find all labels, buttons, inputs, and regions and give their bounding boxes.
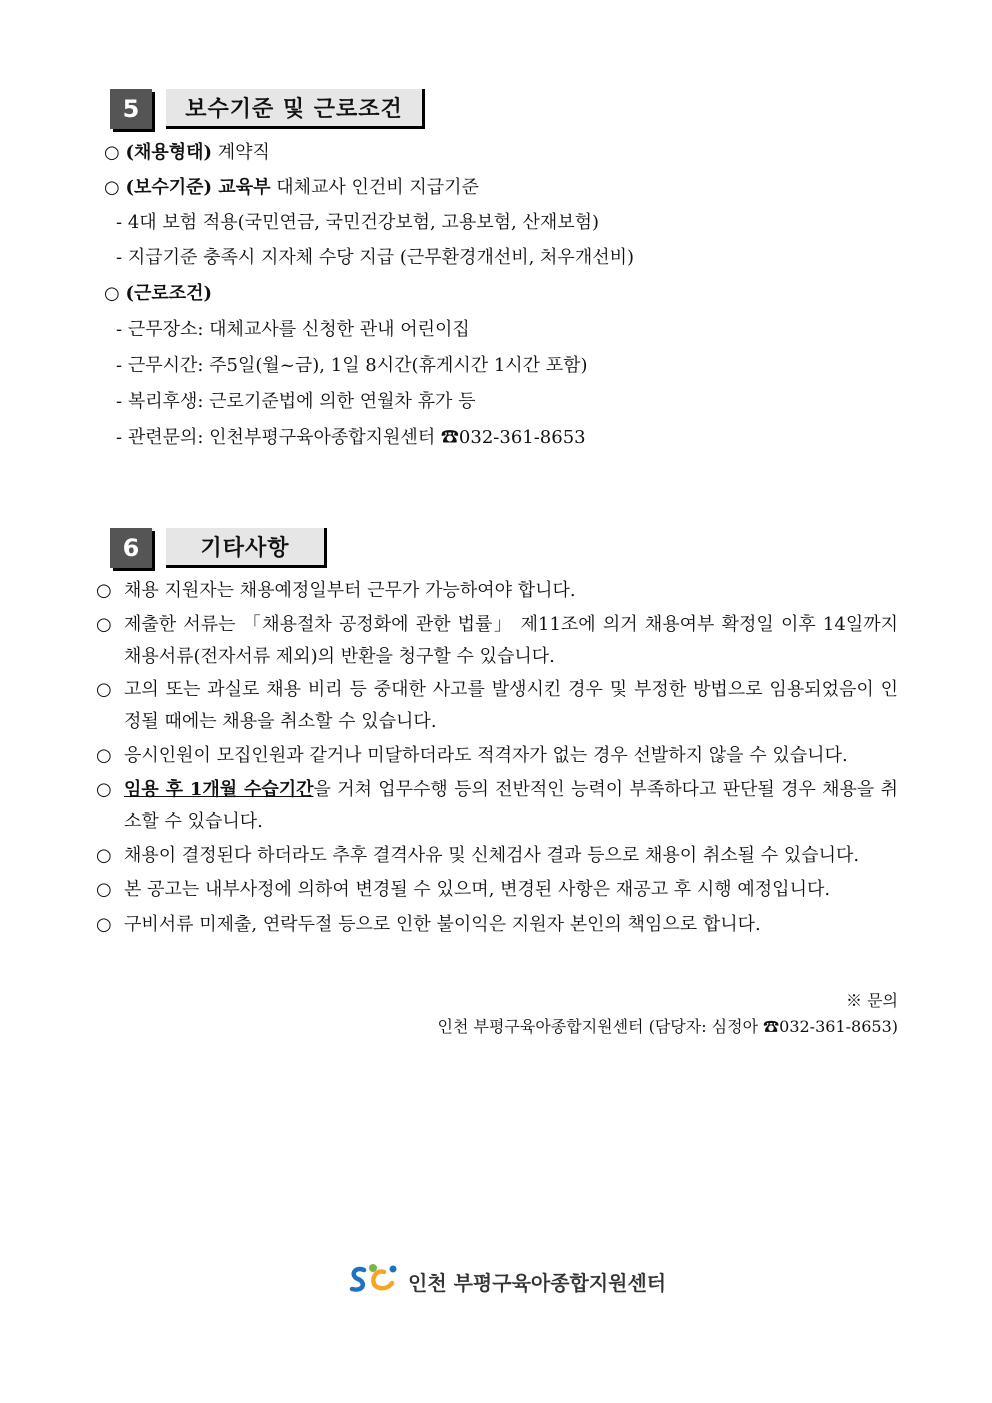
- bullet-circle: ○: [104, 283, 120, 304]
- s6-item-responsibility: [96, 909, 898, 941]
- bullet-dash: -: [116, 319, 123, 340]
- footer-org-name: 인천 부평구육아종합지원센터: [408, 1270, 667, 1295]
- item-label: (근로조건): [125, 283, 213, 304]
- bullet-circle: ○: [96, 779, 112, 800]
- bullet-circle: ○: [96, 745, 112, 766]
- s6-item-document-return: [96, 609, 898, 673]
- item-text-rest: 을 거쳐 업무수행 등의 전반적인 능력이 부족하다고 판단될 경우 채용을 취소할 수 있습니다.: [124, 779, 898, 832]
- s5-subitem-allowance: [116, 246, 634, 270]
- bullet-circle: ○: [96, 914, 112, 935]
- item-text: 복리후생: 근로기준법에 의한 연월차 휴가 등: [127, 391, 476, 412]
- bullet-circle: ○: [96, 580, 112, 601]
- item-text: 계약직: [212, 142, 270, 163]
- s5-item-pay-standard: [104, 176, 479, 200]
- s6-item-availability: [96, 575, 898, 607]
- s6-item-notice-change: [96, 874, 898, 906]
- section-6-header: [110, 528, 327, 568]
- item-text: 채용 지원자는 채용예정일부터 근무가 가능하여야 합니다.: [124, 580, 576, 601]
- item-label: (채용형태): [125, 142, 213, 163]
- item-text: 근무시간: 주5일(월~금), 1일 8시간(휴게시간 1시간 포함): [127, 355, 588, 376]
- section-5-title: 보수기준 및 근로조건: [166, 89, 425, 129]
- bullet-circle: ○: [96, 679, 112, 700]
- s5-subitem-welfare: [116, 390, 475, 414]
- bullet-circle: ○: [96, 879, 112, 900]
- item-text: 근무장소: 대체교사를 신청한 관내 어린이집: [127, 319, 470, 340]
- s6-item-misconduct: [96, 674, 898, 738]
- item-text: 응시인원이 모집인원과 같거나 미달하더라도 적격자가 없는 경우 선발하지 않을 수 있습니다.: [124, 745, 848, 766]
- bullet-circle: ○: [96, 845, 112, 866]
- bullet-circle: ○: [96, 614, 112, 635]
- section-5-number: 5: [110, 89, 152, 129]
- item-text: 제출한 서류는 「채용절차 공정화에 관한 법률」 제11조에 의거 채용여부 확정일 이후 14일까지 채용서류(전자서류 제외)의 반환을 청구할 수 있습니다.: [124, 614, 898, 667]
- item-text: 관련문의: 인천부평구육아종합지원센터 ☎032-361-8653: [127, 427, 586, 448]
- bullet-dash: -: [116, 247, 123, 268]
- item-text: 채용이 결정된다 하더라도 추후 결격사유 및 신체검사 결과 등으로 채용이 취소될 수 있습니다.: [124, 845, 860, 866]
- inquiry-heading: ※ 문의: [846, 991, 898, 1010]
- s5-subitem-insurance: [116, 211, 599, 235]
- item-text: 구비서류 미제출, 연락두절 등으로 인한 불이익은 지원자 본인의 책임으로 합니다.: [124, 914, 761, 935]
- item-label: (보수기준) 교육부: [125, 177, 271, 198]
- inquiry-contact: 인천 부평구육아종합지원센터 (담당자: 심정아 ☎032-361-8653): [437, 1017, 898, 1036]
- bullet-dash: -: [116, 391, 123, 412]
- section-5-header: [110, 89, 425, 129]
- s5-subitem-hours: [116, 354, 588, 378]
- bullet-circle: ○: [104, 177, 120, 198]
- section-6-title: 기타사항: [166, 528, 327, 568]
- s5-item-employment-type: [104, 141, 270, 165]
- bullet-circle: ○: [104, 142, 120, 163]
- s5-subitem-workplace: [116, 318, 470, 342]
- bullet-dash: -: [116, 427, 123, 448]
- s5-item-work-conditions: [104, 282, 212, 306]
- s5-subitem-contact: [116, 426, 586, 450]
- item-text: 4대 보험 적용(국민연금, 국민건강보험, 고용보험, 산재보험): [127, 212, 600, 233]
- bullet-dash: -: [116, 212, 123, 233]
- bullet-dash: -: [116, 355, 123, 376]
- item-text: [96, 774, 898, 838]
- footer: [348, 1262, 666, 1300]
- item-text: 본 공고는 내부사정에 의하여 변경될 수 있으며, 변경된 사항은 재공고 후 시행 예정입니다.: [124, 879, 831, 900]
- s6-item-no-qualified: [96, 740, 898, 772]
- probation-emphasis: 임용 후 1개월 수습기간: [124, 779, 314, 800]
- item-text: 고의 또는 과실로 채용 비리 등 중대한 사고를 발생시킨 경우 및 부정한 방법으로 임용되었음이 인정될 때에는 채용을 취소할 수 있습니다.: [124, 679, 898, 732]
- item-text: 대체교사 인건비 지급기준: [270, 177, 479, 198]
- item-text: 지급기준 충족시 지자체 수당 지급 (근무환경개선비, 처우개선비): [127, 247, 635, 268]
- center-logo-icon: [348, 1262, 400, 1300]
- s6-item-probation: [96, 774, 898, 838]
- s6-item-disqualification: [96, 840, 898, 872]
- section-6-number: 6: [110, 528, 152, 568]
